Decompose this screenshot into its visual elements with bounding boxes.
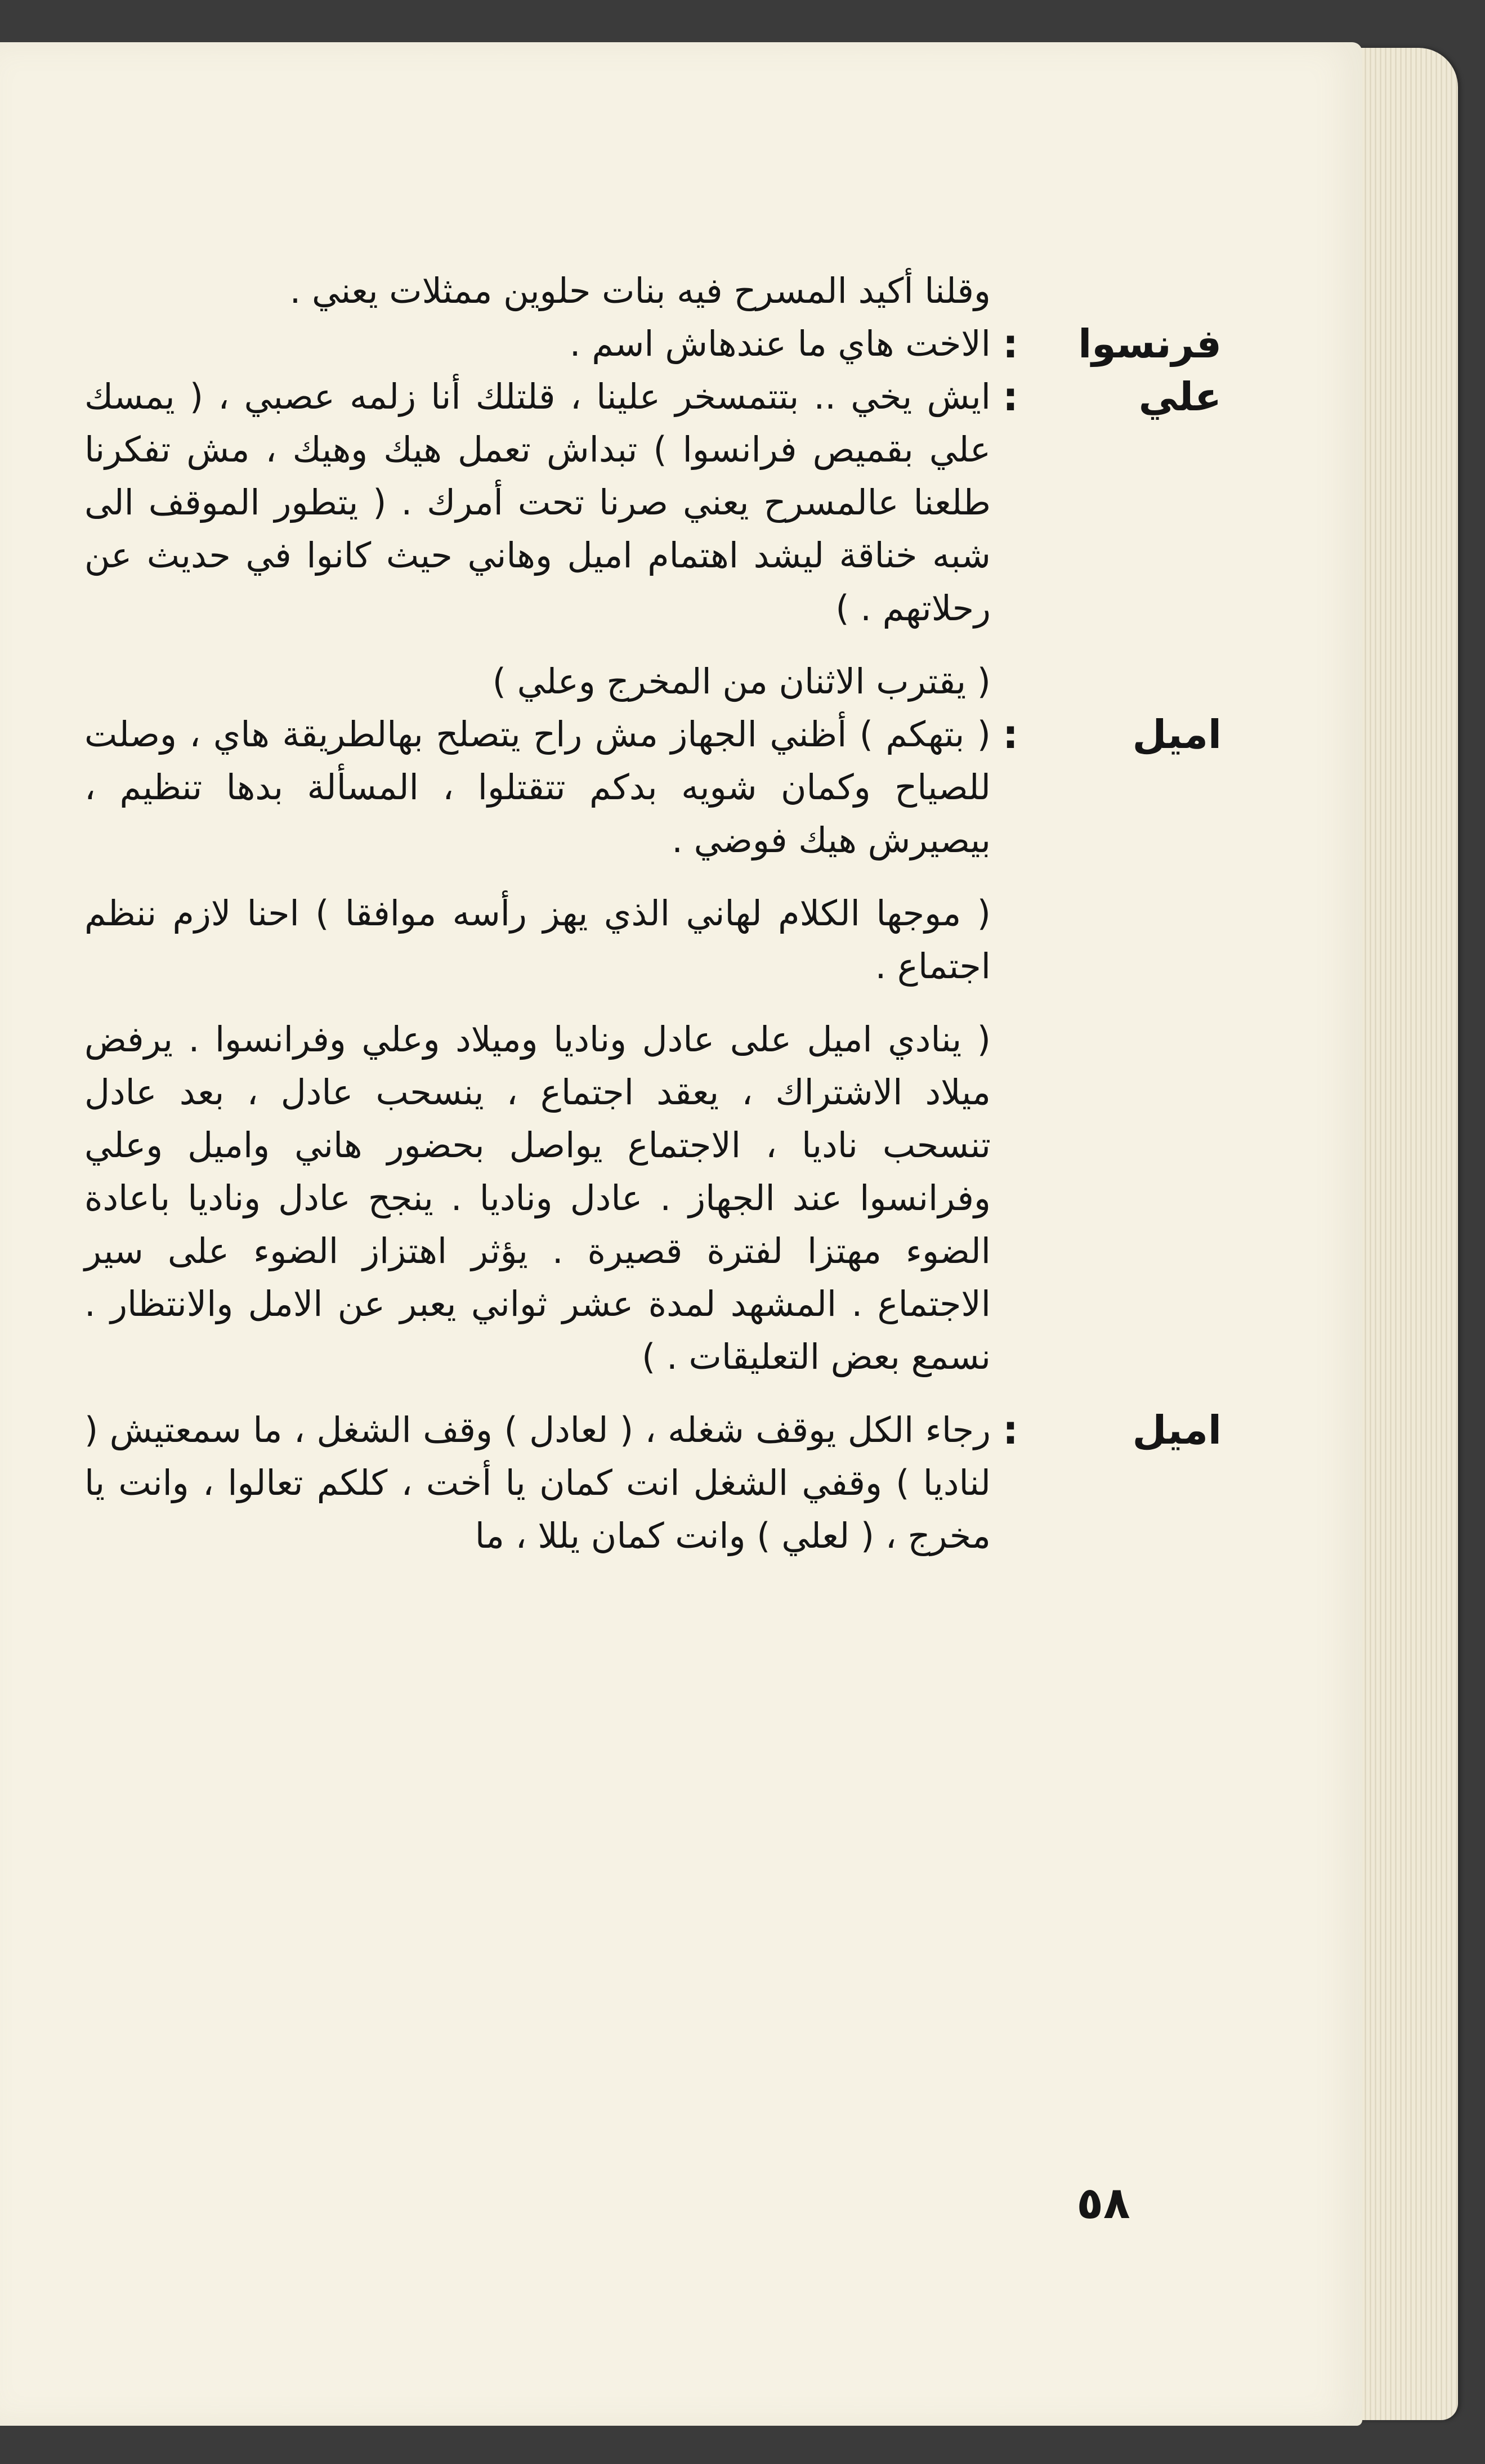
dialogue-entry-emil	[84, 708, 1222, 867]
play-script-text	[84, 265, 1222, 1562]
speaker-name: اميل	[1132, 1407, 1222, 1453]
stage-direction	[84, 887, 1222, 993]
dialogue-text: الاخت هاي ما عندهاش اسم .	[569, 323, 991, 364]
dialogue-entry-emil	[84, 1404, 1222, 1562]
speaker-colon: :	[1003, 374, 1018, 420]
stage-direction	[84, 1013, 1222, 1383]
dialogue-entry-fransua	[84, 317, 1222, 370]
speaker-colon: :	[1003, 711, 1018, 758]
dialogue-entry-ali	[84, 370, 1222, 635]
dialogue-text: ( بتهكم ) أظني الجهاز مش راح يتصلح بهالطريقة هاي ، وصلت للصياح وكمان شويه بدكم تتقتلوا ، المسألة بدها تنظيم ، بيصيرش هيك فوضي .	[84, 714, 991, 861]
stage-direction-text: ( ينادي اميل على عادل وناديا وميلاد وعلي وفرانسوا . يرفض ميلاد الاشتراك ، يعقد اجتماع ، ينسحب عادل ، بعد عادل تنسحب ناديا ، الاجتماع يواصل بحضور هاني واميل وعلي وفرانسوا عند الجهاز . عادل وناديا . ينجح عادل وناديا باعادة الضوء مهتزا لفترة قصيرة . يؤثر اهتزاز الضوء على سير الاجتماع . المشهد لمدة عشر ثواني يعبر عن الامل والانتظار . نسمع بعض التعليقات . )	[84, 1019, 991, 1377]
stage-direction-text: ( موجها الكلام لهاني الذي يهز رأسه موافقا ) احنا لازم ننظم اجتماع .	[84, 893, 991, 987]
stage-direction-text: ( يقترب الاثنان من المخرج وعلي )	[492, 661, 991, 702]
stage-direction	[84, 655, 1222, 708]
speaker-colon: :	[1003, 1407, 1018, 1453]
speaker-name: اميل	[1132, 711, 1222, 758]
page-number: ٥٨	[1076, 2178, 1130, 2229]
speaker-colon: :	[1003, 321, 1018, 367]
opening-lines: وقلنا أكيد المسرح فيه بنات حلوين ممثلات يعني .	[289, 270, 991, 311]
speaker-name: علي	[1138, 374, 1222, 420]
dialogue-text: ايش يخي .. بتتمسخر علينا ، قلتلك أنا زلمه عصبي ، ( يمسك علي بقميص فرانسوا ) تبداش تعمل هيك وهيك ، مش تفكرنا طلعنا عالمسرح يعني صرنا تحت أمرك . ( يتطور الموقف الى شبه خناقة ليشد اهتمام اميل وهاني حيث كانوا في حديث عن رحلاتهم . )	[84, 376, 991, 629]
speaker-name: فرنسوا	[1078, 321, 1222, 367]
page-edges	[1351, 48, 1458, 2420]
dialogue-text: رجاء الكل يوقف شغله ، ( لعادل ) وقف الشغل ، ما سمعتيش ( لناديا ) وقفي الشغل انت كمان يا أخت ، كلكم تعالوا ، وانت يا مخرج ، ( لعلي ) وانت كمان يللا ، ما	[84, 1409, 991, 1556]
